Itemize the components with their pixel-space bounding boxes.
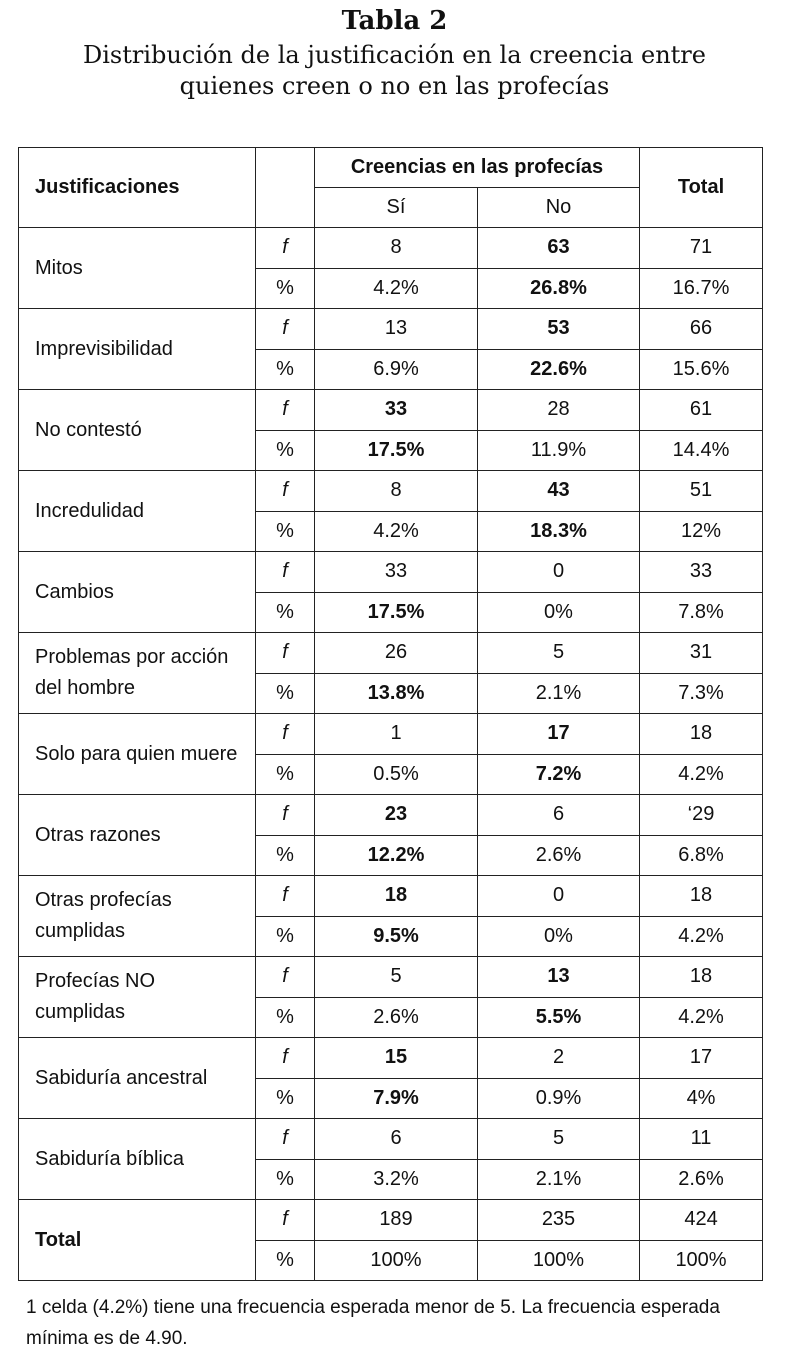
cell-si-f: 8 — [315, 228, 478, 269]
cell-no-percent: 5.5% — [478, 997, 640, 1038]
row-label-line1: Otras profecías — [35, 889, 172, 911]
cell-si-f: 8 — [315, 471, 478, 512]
cell-total-percent: 14.4% — [640, 430, 763, 471]
cell-si-percent: 0.5% — [315, 754, 478, 795]
cell-si-f: 26 — [315, 633, 478, 674]
cell-no-f: 2 — [478, 1038, 640, 1079]
cell-no-percent: 22.6% — [478, 349, 640, 390]
row-label — [19, 633, 256, 714]
cell-si-f: 15 — [315, 1038, 478, 1079]
cell-total-percent: 4.2% — [640, 997, 763, 1038]
row-label-line1: Profecías NO — [35, 970, 156, 992]
footnote-line1: 1 celda (4.2%) tiene una frecuencia esperada menor de 5. La frecuencia esperada — [26, 1297, 720, 1318]
table-row — [19, 795, 763, 836]
total-label: Total — [19, 1200, 256, 1281]
cell-si-f: 33 — [315, 390, 478, 431]
cell-si-percent: 2.6% — [315, 997, 478, 1038]
cell-no-percent: 0% — [478, 916, 640, 957]
cell-no-f: 235 — [478, 1200, 640, 1241]
stat-percent: % — [256, 1078, 315, 1119]
stat-percent: % — [256, 511, 315, 552]
cell-no-percent: 11.9% — [478, 430, 640, 471]
cell-no-percent: 2.1% — [478, 673, 640, 714]
table-row — [19, 309, 763, 350]
table-row — [19, 1038, 763, 1079]
stat-f: f — [256, 471, 315, 512]
stat-f: f — [256, 876, 315, 917]
stat-f: f — [256, 795, 315, 836]
table-row — [19, 957, 763, 998]
stat-f: f — [256, 957, 315, 998]
cell-total-percent: 4% — [640, 1078, 763, 1119]
stat-percent: % — [256, 1240, 315, 1281]
cell-si-percent: 9.5% — [315, 916, 478, 957]
cell-total-f: 51 — [640, 471, 763, 512]
cell-no-percent: 2.6% — [478, 835, 640, 876]
cell-total-percent: 2.6% — [640, 1159, 763, 1200]
header-stat-blank — [256, 148, 315, 228]
cell-total-f: 424 — [640, 1200, 763, 1241]
cell-si-percent: 12.2% — [315, 835, 478, 876]
stat-f: f — [256, 309, 315, 350]
stat-f: f — [256, 228, 315, 269]
cell-total-f: 18 — [640, 957, 763, 998]
cell-si-percent: 17.5% — [315, 592, 478, 633]
cell-si-f: 1 — [315, 714, 478, 755]
cell-si-percent: 7.9% — [315, 1078, 478, 1119]
header-creencias: Creencias en las profecías — [315, 148, 640, 188]
table-row — [19, 390, 763, 431]
header-total: Total — [640, 148, 763, 228]
cell-total-f: 33 — [640, 552, 763, 593]
cell-no-f: 6 — [478, 795, 640, 836]
cell-total-f: 18 — [640, 714, 763, 755]
cell-si-percent: 4.2% — [315, 511, 478, 552]
header-justificaciones: Justificaciones — [19, 148, 256, 228]
table-row — [19, 552, 763, 593]
row-label: Incredulidad — [19, 471, 256, 552]
row-label-line1: Problemas por acción — [35, 646, 229, 668]
table-row — [19, 1119, 763, 1160]
cell-total-f: 71 — [640, 228, 763, 269]
cell-si-f: 189 — [315, 1200, 478, 1241]
cell-total-percent: 6.8% — [640, 835, 763, 876]
cell-no-f: 5 — [478, 633, 640, 674]
cell-total-percent: 16.7% — [640, 268, 763, 309]
cell-no-f: 53 — [478, 309, 640, 350]
row-label: Imprevisibilidad — [19, 309, 256, 390]
stat-percent: % — [256, 349, 315, 390]
cell-no-percent: 0% — [478, 592, 640, 633]
header-si: Sí — [315, 188, 478, 228]
cell-si-f: 23 — [315, 795, 478, 836]
row-label: Cambios — [19, 552, 256, 633]
cell-no-percent: 7.2% — [478, 754, 640, 795]
cell-total-f: 18 — [640, 876, 763, 917]
cell-si-percent: 17.5% — [315, 430, 478, 471]
footnote-line2: mínima es de 4.90. — [26, 1328, 188, 1349]
cell-si-percent: 100% — [315, 1240, 478, 1281]
stat-percent: % — [256, 835, 315, 876]
cell-si-percent: 13.8% — [315, 673, 478, 714]
cell-no-f: 0 — [478, 876, 640, 917]
cell-si-f: 13 — [315, 309, 478, 350]
stat-percent: % — [256, 997, 315, 1038]
stat-f: f — [256, 714, 315, 755]
cell-no-f: 28 — [478, 390, 640, 431]
cell-si-percent: 6.9% — [315, 349, 478, 390]
cell-no-f: 17 — [478, 714, 640, 755]
cell-si-percent: 4.2% — [315, 268, 478, 309]
stat-percent: % — [256, 1159, 315, 1200]
table-row — [19, 876, 763, 917]
row-label: Solo para quien muere — [19, 714, 256, 795]
cell-total-f: 11 — [640, 1119, 763, 1160]
stat-f: f — [256, 1200, 315, 1241]
cell-no-percent: 100% — [478, 1240, 640, 1281]
cell-total-f: 66 — [640, 309, 763, 350]
cell-total-f: ‘29 — [640, 795, 763, 836]
row-label-line2: cumplidas — [35, 1001, 126, 1023]
cell-total-percent: 15.6% — [640, 349, 763, 390]
row-label-line2: del hombre — [35, 677, 136, 699]
stat-percent: % — [256, 754, 315, 795]
justification-table — [18, 147, 763, 1281]
row-label: Otras razones — [19, 795, 256, 876]
row-label — [19, 957, 256, 1038]
cell-no-percent: 0.9% — [478, 1078, 640, 1119]
cell-total-percent: 100% — [640, 1240, 763, 1281]
stat-percent: % — [256, 916, 315, 957]
table-row — [19, 228, 763, 269]
table-row — [19, 471, 763, 512]
row-label-line2: cumplidas — [35, 920, 126, 942]
cell-total-percent: 4.2% — [640, 916, 763, 957]
cell-si-f: 5 — [315, 957, 478, 998]
stat-percent: % — [256, 430, 315, 471]
cell-no-f: 63 — [478, 228, 640, 269]
cell-total-percent: 12% — [640, 511, 763, 552]
stat-f: f — [256, 1038, 315, 1079]
cell-no-percent: 26.8% — [478, 268, 640, 309]
table-subtitle-line2: quienes creen o no en las profecías — [179, 72, 610, 100]
cell-no-percent: 2.1% — [478, 1159, 640, 1200]
header-no: No — [478, 188, 640, 228]
cell-si-f: 18 — [315, 876, 478, 917]
table-subtitle — [60, 40, 729, 102]
row-label — [19, 876, 256, 957]
stat-f: f — [256, 1119, 315, 1160]
row-label: Sabiduría ancestral — [19, 1038, 256, 1119]
cell-no-f: 13 — [478, 957, 640, 998]
stat-percent: % — [256, 673, 315, 714]
row-label: Mitos — [19, 228, 256, 309]
cell-no-percent: 18.3% — [478, 511, 640, 552]
row-label: Sabiduría bíblica — [19, 1119, 256, 1200]
table-subtitle-line1: Distribución de la justificación en la creencia entre — [83, 41, 706, 69]
cell-si-f: 33 — [315, 552, 478, 593]
table-row — [19, 714, 763, 755]
cell-total-percent: 7.8% — [640, 592, 763, 633]
cell-no-f: 5 — [478, 1119, 640, 1160]
cell-total-percent: 7.3% — [640, 673, 763, 714]
cell-total-f: 61 — [640, 390, 763, 431]
table-title: Tabla 2 — [341, 6, 448, 36]
total-row — [19, 1200, 763, 1241]
table-row — [19, 633, 763, 674]
cell-total-f: 17 — [640, 1038, 763, 1079]
cell-total-f: 31 — [640, 633, 763, 674]
cell-no-f: 0 — [478, 552, 640, 593]
table-footnote — [26, 1292, 746, 1354]
cell-si-percent: 3.2% — [315, 1159, 478, 1200]
stat-percent: % — [256, 268, 315, 309]
cell-no-f: 43 — [478, 471, 640, 512]
stat-f: f — [256, 390, 315, 431]
stat-f: f — [256, 633, 315, 674]
cell-total-percent: 4.2% — [640, 754, 763, 795]
row-label: No contestó — [19, 390, 256, 471]
stat-f: f — [256, 552, 315, 593]
cell-si-f: 6 — [315, 1119, 478, 1160]
stat-percent: % — [256, 592, 315, 633]
